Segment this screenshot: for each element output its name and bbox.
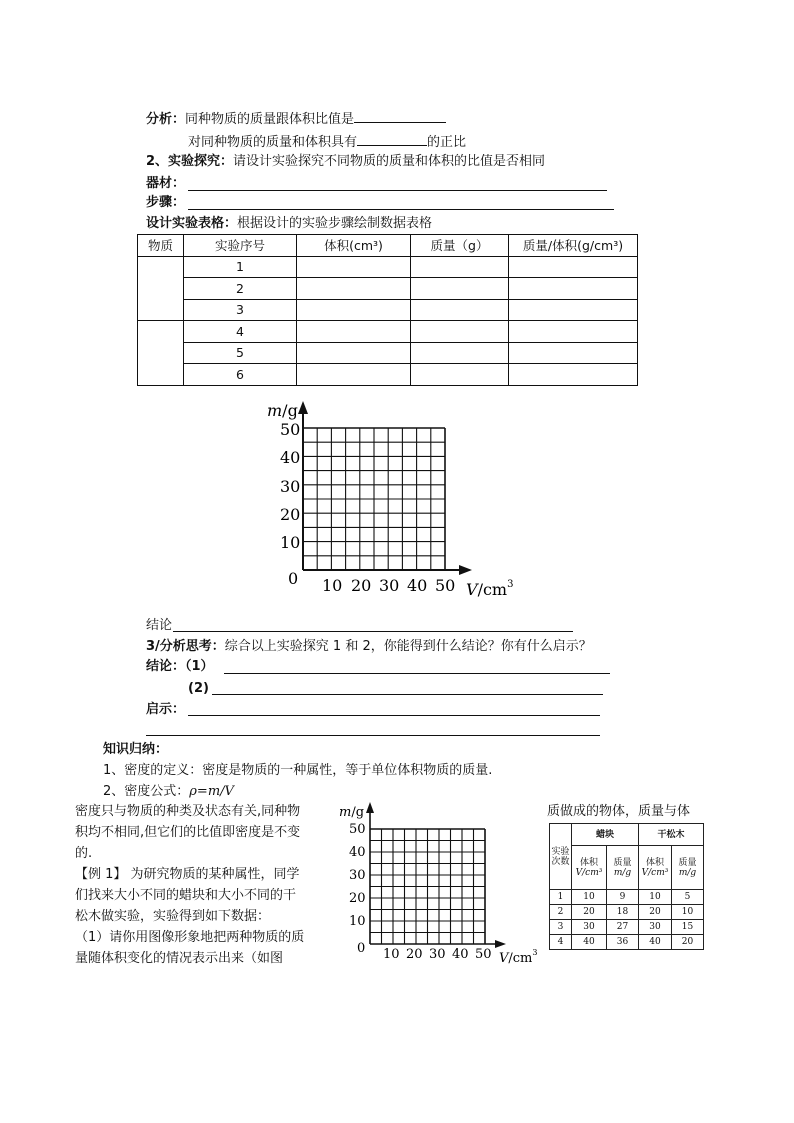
y-axis-label: m/g (267, 401, 298, 420)
data-cell: 9 (607, 890, 639, 905)
data-cell: 3 (550, 920, 572, 935)
analysis-text-2a: 对同种物质的质量和体积具有 (188, 135, 358, 150)
x-tick: 40 (452, 947, 469, 962)
y-tick: 50 (280, 420, 301, 439)
trial-number: 4 (184, 321, 297, 343)
x-tick: 50 (435, 576, 456, 595)
data-cell: 36 (607, 935, 639, 950)
data-cell: 27 (607, 920, 639, 935)
extra-blank[interactable] (146, 735, 600, 736)
x-tick: 50 (475, 947, 492, 962)
graph-2-grid (370, 829, 485, 944)
conclusion-blank[interactable] (173, 631, 573, 632)
body-line-right: 质做成的物体，质量与体 (547, 804, 691, 819)
cell-volume[interactable] (297, 342, 411, 364)
formula-label: 2、密度公式： (103, 784, 190, 799)
wax-header: 蜡块 (572, 824, 639, 846)
body-line: （1）请你用图像形象地把两种物质的质 (75, 930, 305, 945)
graph-1-grid (303, 428, 445, 570)
data-cell: 40 (572, 935, 607, 950)
exp3-item-2: (2) (188, 681, 209, 696)
analysis-text-2b: 的正比 (427, 135, 467, 150)
trial-number: 3 (184, 299, 297, 321)
data-cell: 5 (672, 890, 704, 905)
x-tick: 40 (407, 576, 428, 595)
origin-label: 0 (357, 941, 366, 956)
answer-blank[interactable] (354, 108, 446, 123)
wax-volume-header: 体积 V/cm³ (572, 846, 607, 890)
analysis-line-2 (188, 131, 466, 152)
y-tick: 20 (280, 505, 301, 524)
data-cell: 4 (550, 935, 572, 950)
y-axis-arrow-icon (298, 401, 308, 414)
substance-cell-a[interactable] (138, 256, 184, 321)
cell-ratio[interactable] (509, 364, 638, 386)
analysis-text-1: 同种物质的质量跟体积比值是 (185, 112, 355, 127)
analysis-line-1 (146, 108, 446, 129)
data-header-row-2 (550, 846, 704, 890)
y-tick: 10 (280, 533, 301, 552)
pine-volume-header: 体积 V/cm³ (639, 846, 672, 890)
example-data-table (549, 823, 704, 950)
conclusion-label: 结论 (146, 618, 173, 633)
y-tick: 50 (349, 822, 366, 837)
data-cell: 20 (672, 935, 704, 950)
cell-volume[interactable] (297, 299, 411, 321)
table-header-row (138, 235, 638, 257)
data-cell: 30 (572, 920, 607, 935)
cell-ratio[interactable] (509, 321, 638, 343)
cell-mass[interactable] (411, 364, 509, 386)
equipment-label: 器材： (146, 176, 186, 191)
steps-blank[interactable] (188, 209, 614, 210)
y-axis-label: m/g (339, 805, 365, 820)
data-header-row-1 (550, 824, 704, 846)
cell-mass[interactable] (411, 299, 509, 321)
y-tick: 30 (349, 868, 366, 883)
analysis-label: 分析： (146, 112, 186, 127)
x-axis-arrow-icon (459, 565, 472, 575)
cell-volume[interactable] (297, 256, 411, 278)
x-axis-label: $V/cm^3$ (499, 948, 538, 966)
experiment-table (137, 234, 638, 386)
exp3-item-1: （1） (185, 659, 214, 674)
y-tick: 30 (280, 477, 301, 496)
header-volume: 体积(cm³) (297, 235, 411, 257)
substance-cell-b[interactable] (138, 321, 184, 386)
header-ratio: 质量/体积(g/cm³) (509, 235, 638, 257)
exp3-conclusion (146, 658, 214, 676)
x-tick: 30 (379, 576, 400, 595)
trial-number: 6 (184, 364, 297, 386)
data-cell: 10 (572, 890, 607, 905)
cell-mass[interactable] (411, 342, 509, 364)
equipment-blank[interactable] (188, 190, 607, 191)
cell-mass[interactable] (411, 256, 509, 278)
table-row (138, 364, 638, 386)
data-cell: 20 (572, 905, 607, 920)
exp2-text: 请设计实验探究不同物质的质量和体积的比值是否相同 (233, 154, 546, 169)
conclusion-2-blank[interactable] (212, 694, 603, 695)
pine-header: 干松木 (639, 824, 704, 846)
table-row (138, 342, 638, 364)
exp2-heading (146, 153, 545, 171)
trial-number: 5 (184, 342, 297, 364)
header-substance: 物质 (138, 235, 184, 257)
header-mass: 质量（g） (411, 235, 509, 257)
inspire-label: 启示： (146, 702, 186, 717)
x-tick: 10 (383, 947, 400, 962)
wax-mass-header: 质量 m/g (607, 846, 639, 890)
conclusion-1-blank[interactable] (224, 673, 610, 674)
body-line: 们找来大小不同的蜡块和大小不同的干 (75, 888, 297, 903)
exp3-heading (146, 638, 592, 656)
summary-title: 知识归纳： (103, 742, 169, 757)
origin-label: 0 (288, 569, 299, 588)
trial-count-header: 实验 次数 (550, 824, 572, 890)
exp2-title: 2、实验探究： (146, 154, 234, 169)
data-cell: 10 (672, 905, 704, 920)
cell-volume[interactable] (297, 364, 411, 386)
y-tick: 40 (280, 448, 301, 467)
x-tick: 20 (406, 947, 423, 962)
steps-label: 步骤： (146, 195, 186, 210)
table-row (138, 321, 638, 343)
x-tick: 10 (322, 576, 343, 595)
cell-volume[interactable] (297, 321, 411, 343)
data-cell: 15 (672, 920, 704, 935)
trial-number: 1 (184, 256, 297, 278)
body-line: 积均不相同,但它们的比值即密度是不变 (75, 825, 301, 840)
table-design-heading (146, 215, 432, 233)
inspire-blank[interactable] (188, 715, 600, 716)
blank-graph-2 (336, 800, 542, 970)
cell-ratio[interactable] (509, 278, 638, 300)
x-axis-arrow-icon (495, 940, 506, 948)
exp3-conclusion-label: 结论： (146, 659, 186, 674)
x-tick: 20 (351, 576, 372, 595)
table-design-text: 根据设计的实验步骤绘制数据表格 (237, 216, 433, 231)
data-cell: 10 (639, 890, 672, 905)
data-cell: 30 (639, 920, 672, 935)
cell-mass[interactable] (411, 278, 509, 300)
body-line: 密度只与物质的种类及状态有关,同种物 (75, 804, 301, 819)
y-axis-arrow-icon (366, 802, 374, 813)
table-row (138, 278, 638, 300)
cell-mass[interactable] (411, 321, 509, 343)
table-row (550, 920, 704, 935)
x-axis-label: $V/cm^3$ (466, 579, 514, 599)
table-row (138, 256, 638, 278)
body-line: 的. (75, 846, 93, 861)
cell-volume[interactable] (297, 278, 411, 300)
header-trial: 实验序号 (184, 235, 297, 257)
table-row (550, 890, 704, 905)
y-tick: 20 (349, 891, 366, 906)
data-cell: 40 (639, 935, 672, 950)
y-tick: 40 (349, 845, 366, 860)
exp3-title: 3/分析思考： (146, 639, 225, 654)
body-line: 【例 1】 为研究物质的某种属性，同学 (75, 867, 300, 882)
table-design-label: 设计实验表格： (146, 216, 238, 231)
pine-mass-header: 质量 m/g (672, 846, 704, 890)
density-definition: 1、密度的定义：密度是物质的一种属性，等于单位体积物质的质量. (103, 763, 493, 778)
cell-ratio[interactable] (509, 299, 638, 321)
data-cell: 1 (550, 890, 572, 905)
table-row (550, 935, 704, 950)
answer-blank[interactable] (357, 131, 427, 146)
blank-graph-1 (258, 398, 520, 610)
table-row (138, 299, 638, 321)
table-row (550, 905, 704, 920)
cell-ratio[interactable] (509, 256, 638, 278)
density-formula (103, 783, 234, 801)
data-cell: 2 (550, 905, 572, 920)
cell-ratio[interactable] (509, 342, 638, 364)
trial-number: 2 (184, 278, 297, 300)
body-line: 量随体积变化的情况表示出来（如图 (75, 951, 284, 966)
formula-text: ρ=m/V (189, 784, 234, 799)
data-cell: 20 (639, 905, 672, 920)
body-line: 松木做实验，实验得到如下数据： (75, 909, 271, 924)
data-cell: 18 (607, 905, 639, 920)
y-tick: 10 (349, 914, 366, 929)
exp3-text: 综合以上实验探究 1 和 2，你能得到什么结论？你有什么启示？ (224, 639, 592, 654)
x-tick: 30 (429, 947, 446, 962)
